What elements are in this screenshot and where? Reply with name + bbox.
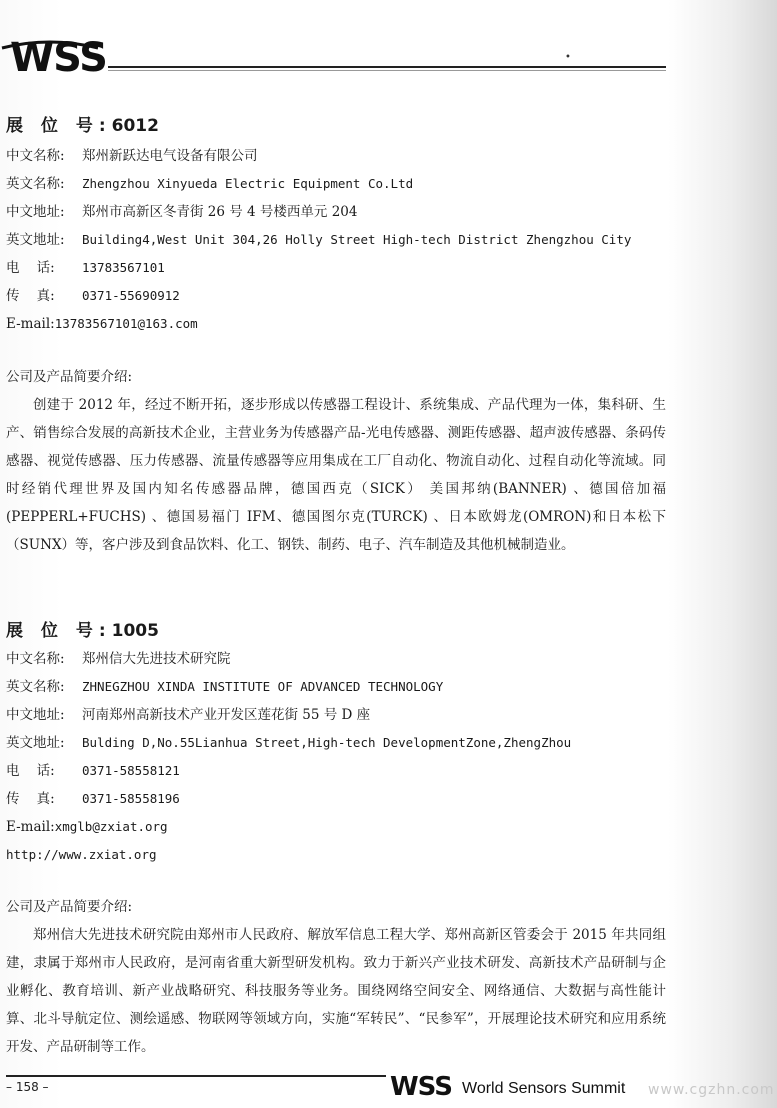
info-row-phone [6,254,666,282]
info-row-phone [6,757,666,785]
dot-mark: • [565,52,571,63]
info-value: 河南郑州高新技术产业开发区莲花街 55 号 D 座 [82,707,371,723]
info-key: 传 真: [6,288,55,304]
info-row-en-name [6,673,666,701]
info-row-cn-address [6,198,666,226]
booth-heading [6,115,666,137]
info-value: 0371-58558121 [82,763,180,778]
footer-wss-logo: WSS [390,1072,452,1102]
info-value: Zhengzhou Xinyueda Electric Equipment Co.Ltd [82,176,414,191]
footer-brand: World Sensors Summit [462,1080,626,1097]
info-value: 郑州新跃达电气设备有限公司 [82,148,258,164]
info-key: 中文地址: [6,204,65,220]
exhibitor-section-1 [6,115,666,559]
exhibitor-section-2 [6,620,666,1061]
header-rule-thin [108,70,666,71]
info-value: 郑州市高新区冬青街 26 号 4 号楼西单元 204 [82,204,358,220]
intro-paragraph: 创建于 2012 年，经过不断开拓，逐步形成以传感器工程设计、系统集成、产品代理为一体，集科研、生产、销售综合发展的高新技术企业，主营业务为传感器产品-光电传感器、测距传感器、超声波传感器、条码传感器、视觉传感器、压力传感器、流量传感器等应用集成在工厂自动化、物流自动化、过程自动化等流域。同时经销代理世界及国内知名传感器品牌，德国西克（SICK） 美国邦纳(BANNER) 、德国倍加福(PEPPERL+FUCHS) 、德国易福门 IFM、德国图尔克(TURCK) 、日本欧姆龙(OMRON)和日本松下（SUNX）等，客户涉及到食品饮料、化工、钢铁、制药、电子、汽车制造及其他机械制造业。 [6,397,666,553]
info-key: 英文名称: [6,679,65,695]
info-value: 13783567101@163.com [54,316,198,331]
info-row-fax [6,785,666,813]
info-value: 13783567101 [82,260,165,275]
logo-swoosh-icon [0,38,100,52]
info-key: 英文名称: [6,176,65,192]
info-key: 电 话: [6,763,55,779]
info-key: 英文地址: [6,232,65,248]
info-key: E-mail: [6,819,55,835]
info-row-en-name [6,170,666,198]
info-row-cn-name [6,142,666,170]
page-number: – 158 – [6,1080,49,1094]
info-row-fax [6,282,666,310]
intro-paragraph: 郑州信大先进技术研究院由郑州市人民政府、解放军信息工程大学、郑州高新区管委会于 2015 年共同组建，隶属于郑州市人民政府，是河南省重大新型研发机构。致力于新兴产业技术研发、高新技术产品研制与企业孵化、教育培训、新产业战略研究、科技服务等业务。围绕网络空间安全、网络通信、大数据与高性能计算、北斗导航定位、测绘遥感、物联网等领域方向，实施“军转民”、“民参军”，开展理论技术研究和应用系统开发、产品研制等工作。 [6,927,666,1055]
info-value: ZHNEGZHOU XINDA INSTITUTE OF ADVANCED TECHNOLOGY [82,679,444,694]
booth-label: 展 位 号: [6,621,112,641]
booth-heading [6,620,666,642]
info-key: 英文地址: [6,735,65,751]
wss-logo: WSS [10,35,107,81]
booth-number: 1005 [111,621,159,641]
info-key: 中文名称: [6,651,65,667]
website-link[interactable]: http://www.zxiat.org [6,847,157,862]
info-row-en-address [6,729,666,757]
booth-label: 展 位 号: [6,116,112,136]
booth-number: 6012 [111,116,159,136]
info-row-cn-address [6,701,666,729]
info-value: Building4,West Unit 304,26 Holly Street High-tech District Zhengzhou City [82,232,632,247]
info-value: xmglb@zxiat.org [54,819,168,834]
info-value: 0371-58558196 [82,791,180,806]
info-key: 中文地址: [6,707,65,723]
info-row-cn-name [6,645,666,673]
intro-title: 公司及产品简要介绍: [6,369,133,385]
info-row-email [6,813,666,841]
intro-title: 公司及产品简要介绍: [6,899,133,915]
info-value: 0371-55690912 [82,288,180,303]
footer-rule [6,1075,386,1077]
info-key: 传 真: [6,791,55,807]
info-value: 郑州信大先进技术研究院 [82,651,231,667]
info-key: E-mail: [6,316,55,332]
info-key: 中文名称: [6,148,65,164]
info-row-email [6,310,666,338]
info-row-en-address [6,226,666,254]
header-rule [108,66,666,68]
watermark: www.cgzhn.com [648,1082,775,1098]
info-key: 电 话: [6,260,55,276]
info-value: Bulding D,No.55Lianhua Street,High-tech DevelopmentZone,ZhengZhou [82,735,572,750]
